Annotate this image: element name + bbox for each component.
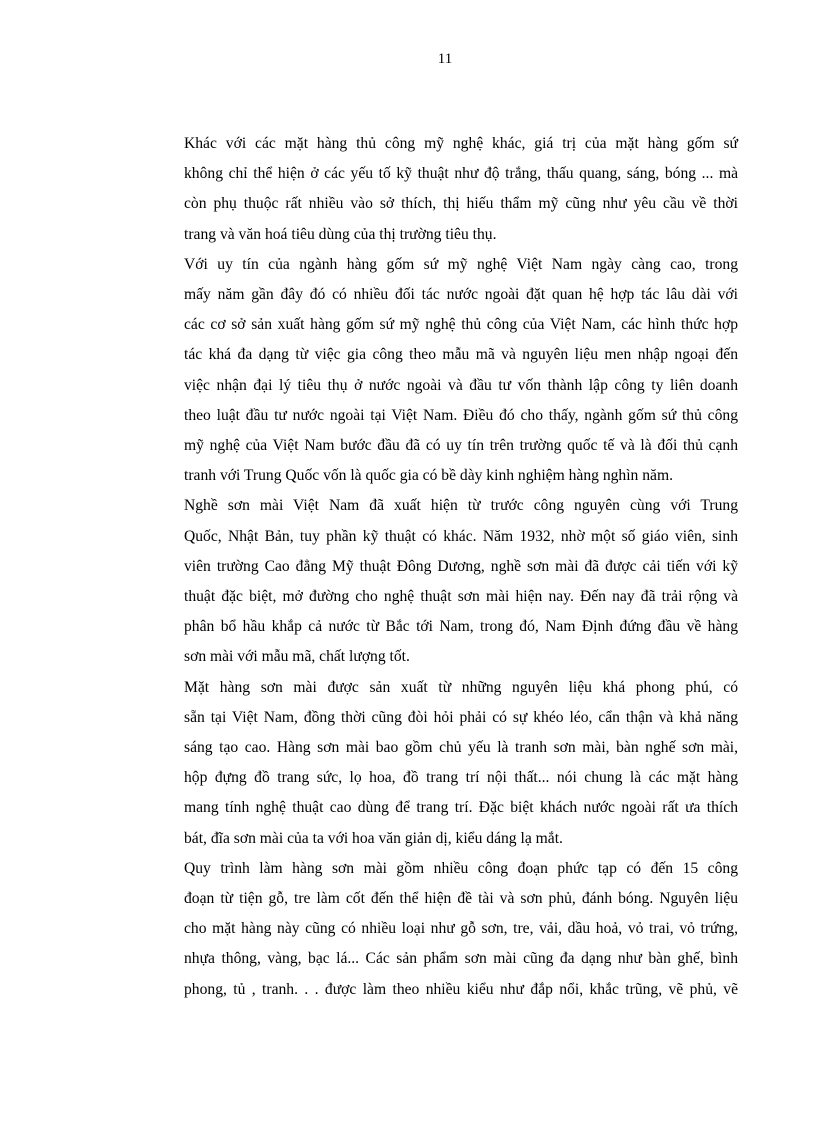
text-line: Quy trình làm hàng sơn mài gồm nhiều công đoạn phức tạp có đến 15 công [184,859,738,877]
text-line: Với uy tín của ngành hàng gốm sứ mỹ nghệ Việt Nam ngày càng cao, trong [184,255,738,273]
text-line: đoạn từ tiện gỗ, tre làm cốt đến thể hiện đề tài và sơn phủ, đánh bóng. Nguyên liệu [184,890,738,908]
paragraph-ceramics-reputation [137,250,738,492]
text-line: theo luật đầu tư nước ngoài tại Việt Nam. Điều đó cho thấy, ngành gốm sứ thủ công [184,406,738,424]
text-line: tác khá đa dạng từ việc gia công theo mẫu mã và nguyên liệu men nhập ngoại đến [184,346,738,364]
text-line: phong, tủ , tranh. . . được làm theo nhiều kiểu như đắp nổi, khắc trũng, vẽ phủ, vẽ [184,980,738,998]
text-line: nhựa thông, vàng, bạc lá... Các sản phẩm sơn mài cũng đa dạng như bàn ghế, bình [184,950,738,968]
paragraph-lacquer-process [137,854,738,1005]
text-line: cho mặt hàng này cũng có nhiều loại như gỗ sơn, tre, vải, dầu hoả, vỏ trai, vỏ trứng, [184,920,738,938]
text-line: Mặt hàng sơn mài được sản xuất từ những nguyên liệu khá phong phú, có [184,678,738,696]
text-line: sẵn tại Việt Nam, đồng thời cũng đòi hỏi phải có sự khéo léo, cẩn thận và khả năng [184,708,738,726]
text-line: Khác với các mặt hàng thủ công mỹ nghệ khác, giá trị của mặt hàng gốm sứ [184,135,738,152]
paragraph-lacquer-materials [137,673,738,854]
body-text [137,129,738,1005]
text-line: không chỉ thể hiện ở các yếu tố kỹ thuật như độ trắng, thấu quang, sáng, bóng ... mà [184,165,738,183]
text-line: tranh với Trung Quốc vốn là quốc gia có bề dày kinh nghiệm hàng nghìn năm. [184,467,673,485]
text-line: thuật đặc biệt, mở đường cho nghệ thuật sơn mài hiện nay. Đến nay đã trải rộng và [184,588,738,606]
text-line: hộp đựng đồ trang sức, lọ hoa, đồ trang trí nội thất... nói chung là các mặt hàng [184,769,738,787]
text-line: viên trường Cao đẳng Mỹ thuật Đông Dương, nghề sơn mài đã được cải tiến với kỹ [184,557,738,575]
text-line: phân bổ hầu khắp cả nước từ Bắc tới Nam, trong đó, Nam Định đứng đầu về hàng [184,618,738,636]
page-number: 11 [437,51,453,67]
text-line: Quốc, Nhật Bản, tuy phần kỹ thuật có khác. Năm 1932, nhờ một số giáo viên, sinh [184,527,738,545]
paragraph-ceramics-value [137,129,738,250]
text-line: sơn mài với mẫu mã, chất lượng tốt. [184,648,410,666]
text-line: Nghề sơn mài Việt Nam đã xuất hiện từ trước công nguyên cùng với Trung [184,497,738,515]
text-line: trang và văn hoá tiêu dùng của thị trường tiêu thụ. [184,225,497,243]
text-line: việc nhận đại lý tiêu thụ ở nước ngoài và đầu tư vốn thành lập công ty liên doanh [184,376,738,394]
text-line: mấy năm gần đây đó có nhiều đối tác nước ngoài đặt quan hệ hợp tác lâu dài với [184,286,738,304]
text-line: mỹ nghệ của Việt Nam bước đầu đã có uy tín trên trường quốc tế và là đối thủ cạnh [184,437,738,455]
text-line: còn phụ thuộc rất nhiều vào sở thích, thị hiếu thẩm mỹ cũng như yêu cầu về thời [184,195,738,213]
text-line: sáng tạo cao. Hàng sơn mài bao gồm chủ yếu là tranh sơn mài, bàn nghế sơn mài, [184,739,738,757]
text-line: mang tính nghệ thuật cao dùng để trang trí. Đặc biệt khách nước ngoài rất ưa thích [184,799,738,817]
paragraph-lacquer-history [137,491,738,672]
text-line: các cơ sở sản xuất hàng gốm sứ mỹ nghệ thủ công của Việt Nam, các hình thức hợp [184,316,738,334]
text-line: bát, đĩa sơn mài của ta với hoa văn giản dị, kiểu dáng lạ mắt. [184,829,563,847]
